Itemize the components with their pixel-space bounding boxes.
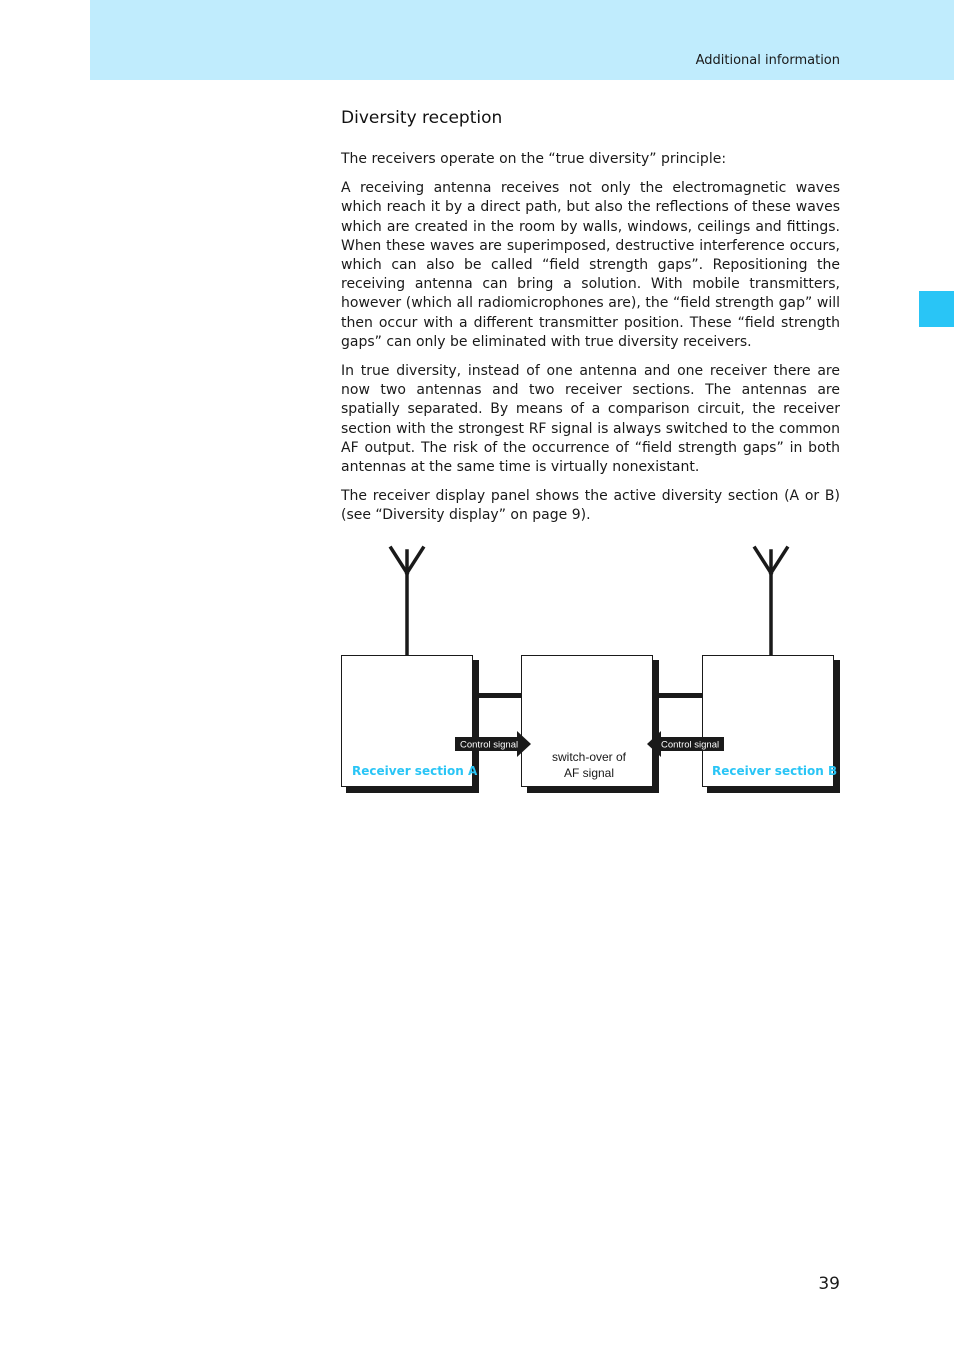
- paragraph-true-diversity: In true diversity, instead of one antenna and one receiver there are now two antennas and two receiver sections. The antennas are spatially separated. By means of a comparison circuit, the receiver section with the strongest RF signal is always switched to the common AF output. The risk of the occurrence of “field strength gaps” in both antennas at the same time is virtually nonexistant.: [341, 363, 840, 476]
- paragraph-interference: A receiving antenna receives not only the electromagnetic waves which reach it by a direct path, but also the reflections of these waves which are created in the room by walls, windows, ceilings and fittings. When these waves are superimposed, destructive interference occurs, which can also be called “field strength gaps”. Repositioning the receiving antenna can bring a solution. With mobile transmitters, however (which all radiomicrophones are), the “field strength gap” will then occur with a different transmitter position. These “field strength gaps” can only be eliminated with true diversity receivers.: [341, 180, 840, 350]
- switch-over-label-line2: AF signal: [563, 766, 615, 780]
- antenna-b-icon: [755, 548, 787, 656]
- connector-switch-b: [652, 693, 702, 698]
- switch-over-label-line1: switch-over of: [551, 750, 627, 764]
- diversity-diagram: [340, 540, 842, 800]
- connector-a-switch: [472, 693, 521, 698]
- receiver-b-label: Receiver section B: [712, 764, 838, 778]
- running-header: Additional information: [695, 53, 840, 68]
- antenna-a-icon: [391, 548, 423, 656]
- control-signal-right-label: Control signal: [661, 739, 720, 751]
- chapter-tab-marker: [919, 291, 954, 327]
- section-heading: Diversity reception: [341, 108, 503, 128]
- main-content: [341, 108, 840, 536]
- paragraph-display: The receiver display panel shows the active diversity section (A or B) (see “Diversity display” on page 9).: [341, 488, 840, 524]
- header-band: [90, 0, 954, 80]
- control-signal-left-label: Control signal: [460, 739, 519, 751]
- receiver-a-label: Receiver section A: [352, 764, 478, 778]
- page-number: 39: [818, 1274, 840, 1294]
- paragraph-intro: The receivers operate on the “true diversity” principle:: [341, 151, 727, 167]
